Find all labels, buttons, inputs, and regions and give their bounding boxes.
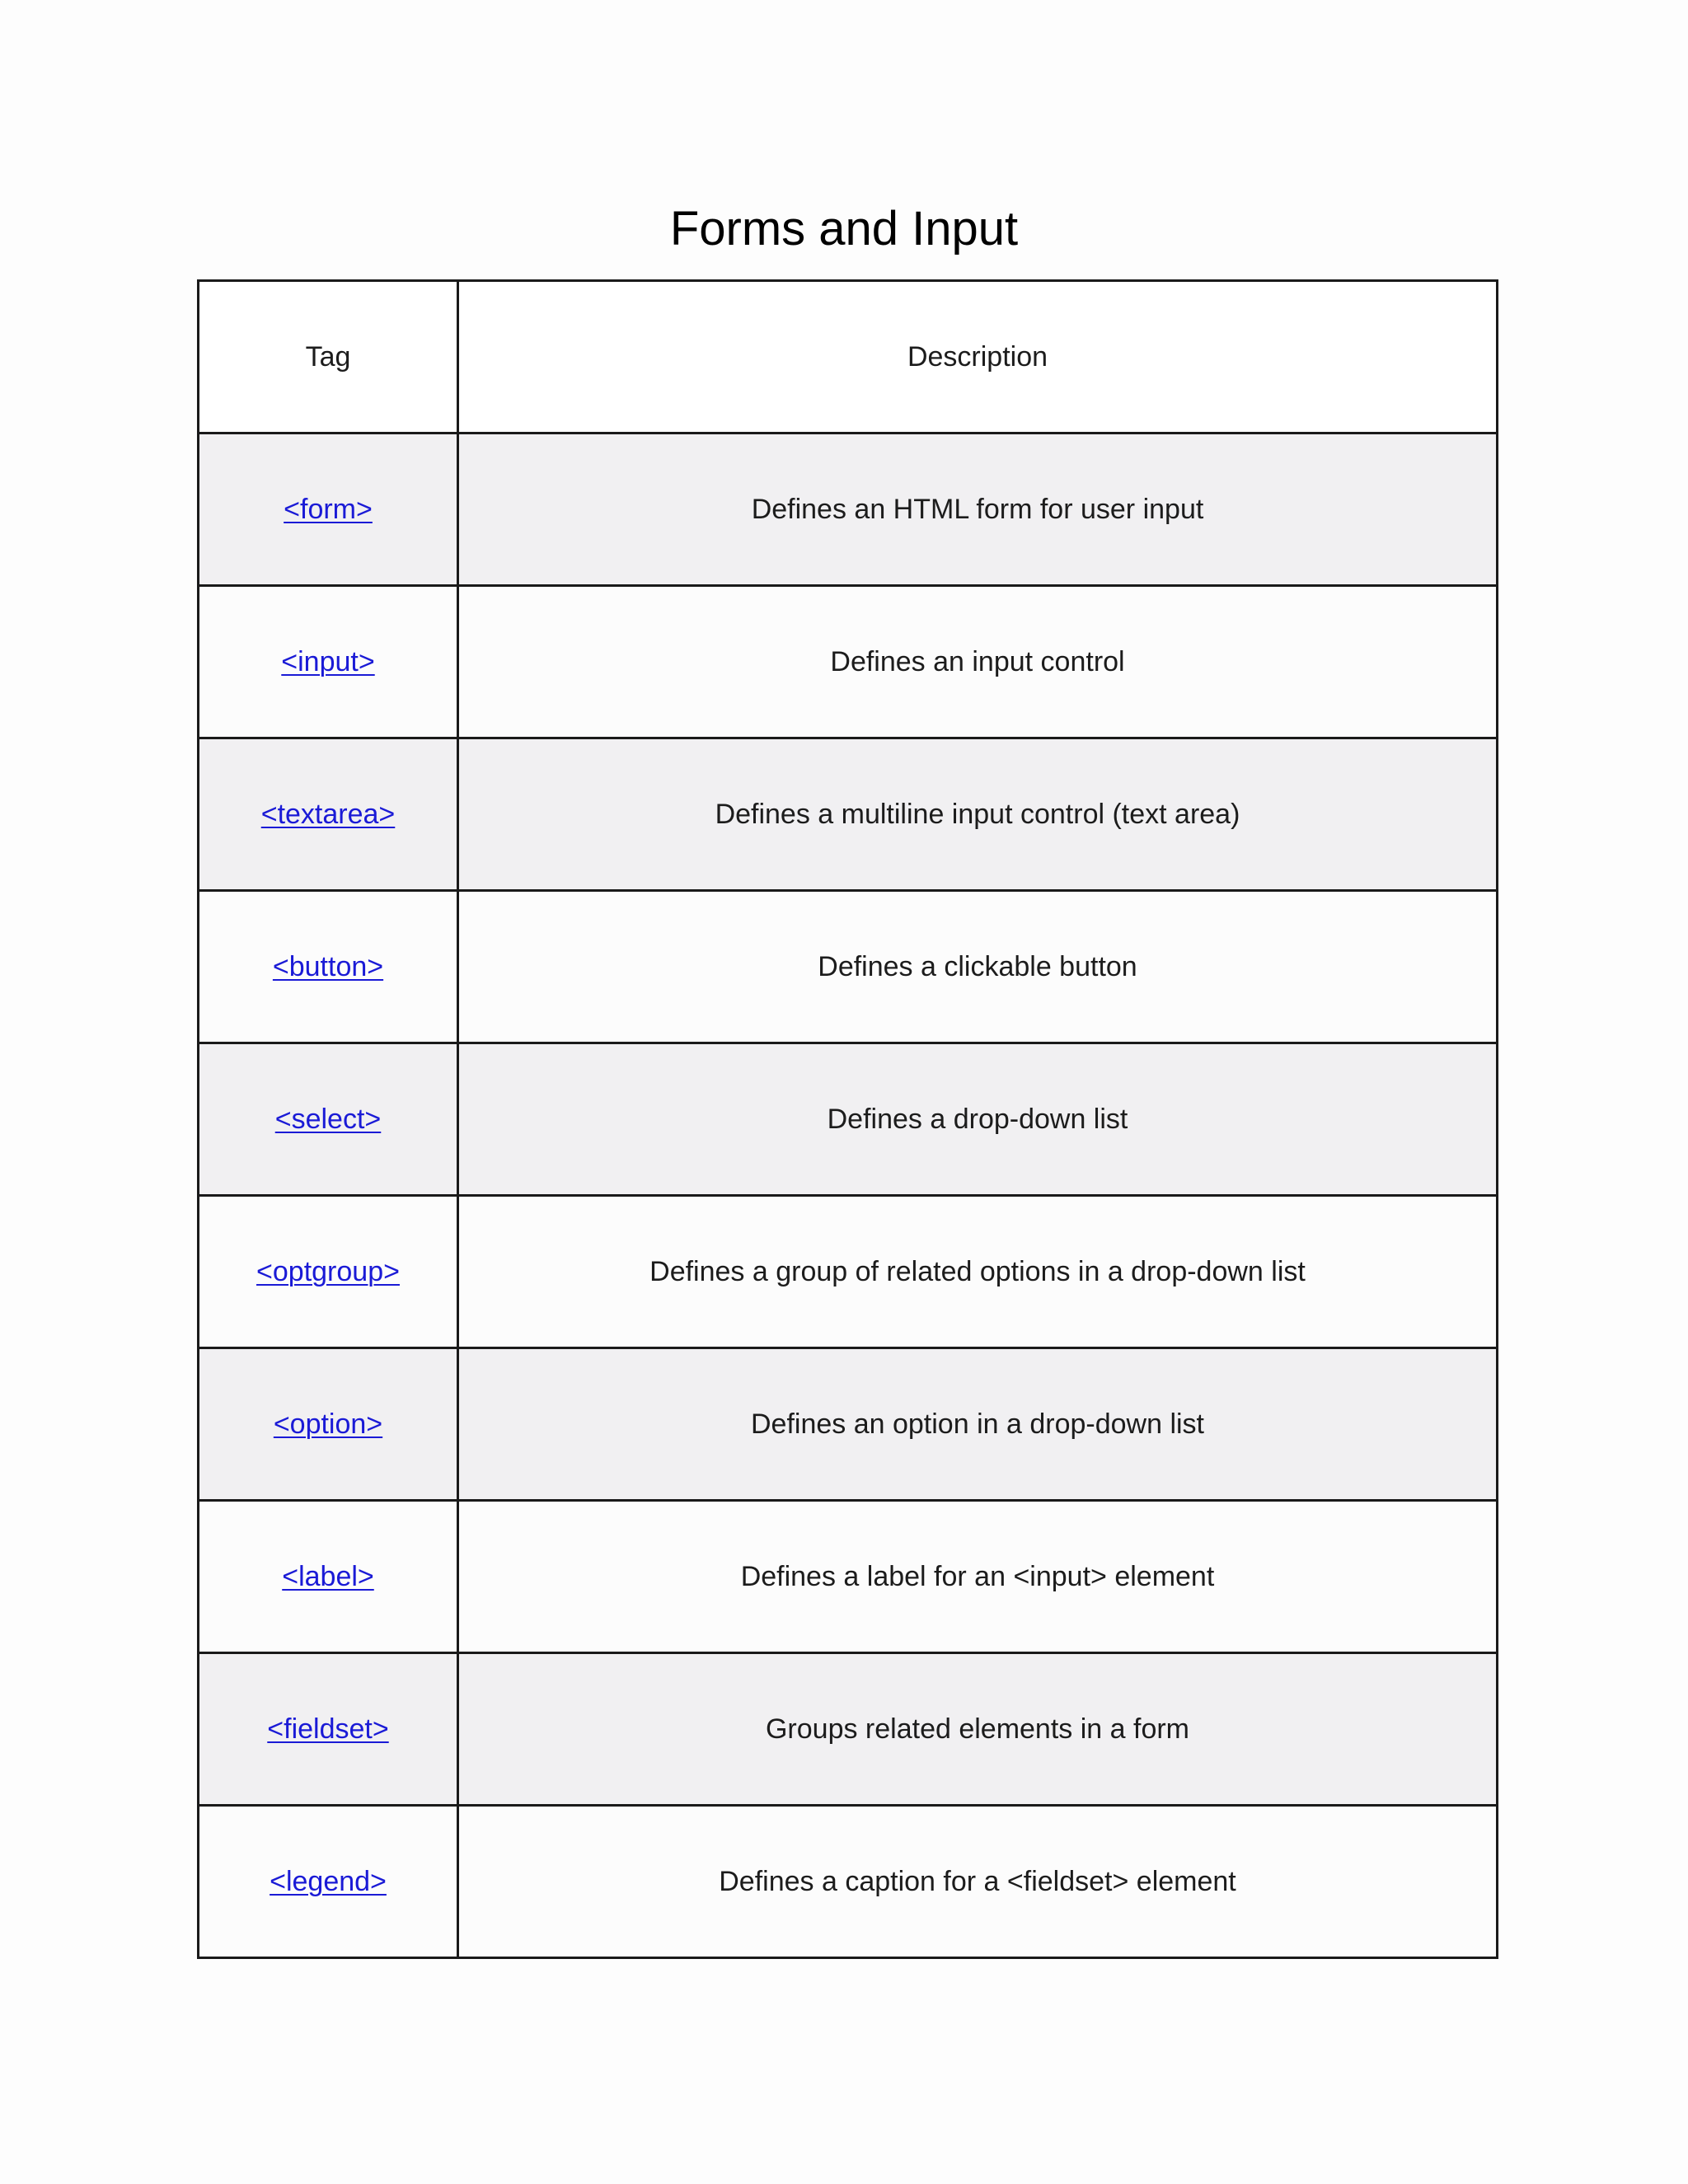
table-row xyxy=(199,1806,1498,1958)
description-cell: Groups related elements in a form xyxy=(458,1653,1498,1806)
page-title: Forms and Input xyxy=(669,202,1019,255)
tag-cell xyxy=(199,434,458,586)
description-cell: Defines an input control xyxy=(458,586,1498,738)
tag-cell xyxy=(199,891,458,1043)
header-description: Description xyxy=(458,281,1498,434)
tag-link-legend[interactable]: <legend> xyxy=(270,1865,387,1897)
description-cell: Defines a caption for a <fieldset> element xyxy=(458,1806,1498,1958)
tag-cell xyxy=(199,1806,458,1958)
description-cell: Defines an HTML form for user input xyxy=(458,434,1498,586)
table-row xyxy=(199,1501,1498,1653)
tag-link-button[interactable]: <button> xyxy=(272,950,384,982)
tag-link-input[interactable]: <input> xyxy=(281,645,375,677)
tag-cell xyxy=(199,1348,458,1501)
tag-link-label[interactable]: <label> xyxy=(282,1560,374,1592)
table-row xyxy=(199,434,1498,586)
tags-table xyxy=(197,279,1498,1959)
table-header-row xyxy=(199,281,1498,434)
description-cell: Defines an option in a drop-down list xyxy=(458,1348,1498,1501)
tag-link-form[interactable]: <form> xyxy=(284,493,373,525)
tag-cell xyxy=(199,1196,458,1348)
table-row xyxy=(199,1348,1498,1501)
header-tag: Tag xyxy=(199,281,458,434)
tag-link-optgroup[interactable]: <optgroup> xyxy=(256,1255,400,1287)
table-row xyxy=(199,891,1498,1043)
table-row xyxy=(199,738,1498,891)
table-row xyxy=(199,1043,1498,1196)
tag-cell xyxy=(199,738,458,891)
table-row xyxy=(199,1196,1498,1348)
description-cell: Defines a multiline input control (text area) xyxy=(458,738,1498,891)
tag-link-textarea[interactable]: <textarea> xyxy=(260,798,396,830)
description-cell: Defines a label for an <input> element xyxy=(458,1501,1498,1653)
tag-cell xyxy=(199,586,458,738)
tag-link-select[interactable]: <select> xyxy=(274,1103,382,1135)
tag-link-option[interactable]: <option> xyxy=(273,1408,383,1440)
description-cell: Defines a group of related options in a drop-down list xyxy=(458,1196,1498,1348)
tag-cell xyxy=(199,1043,458,1196)
tag-cell xyxy=(199,1501,458,1653)
table-row xyxy=(199,586,1498,738)
description-cell: Defines a drop-down list xyxy=(458,1043,1498,1196)
tags-table-container xyxy=(197,279,1496,1959)
description-cell: Defines a clickable button xyxy=(458,891,1498,1043)
table-row xyxy=(199,1653,1498,1806)
tag-cell xyxy=(199,1653,458,1806)
tag-link-fieldset[interactable]: <fieldset> xyxy=(267,1713,389,1745)
